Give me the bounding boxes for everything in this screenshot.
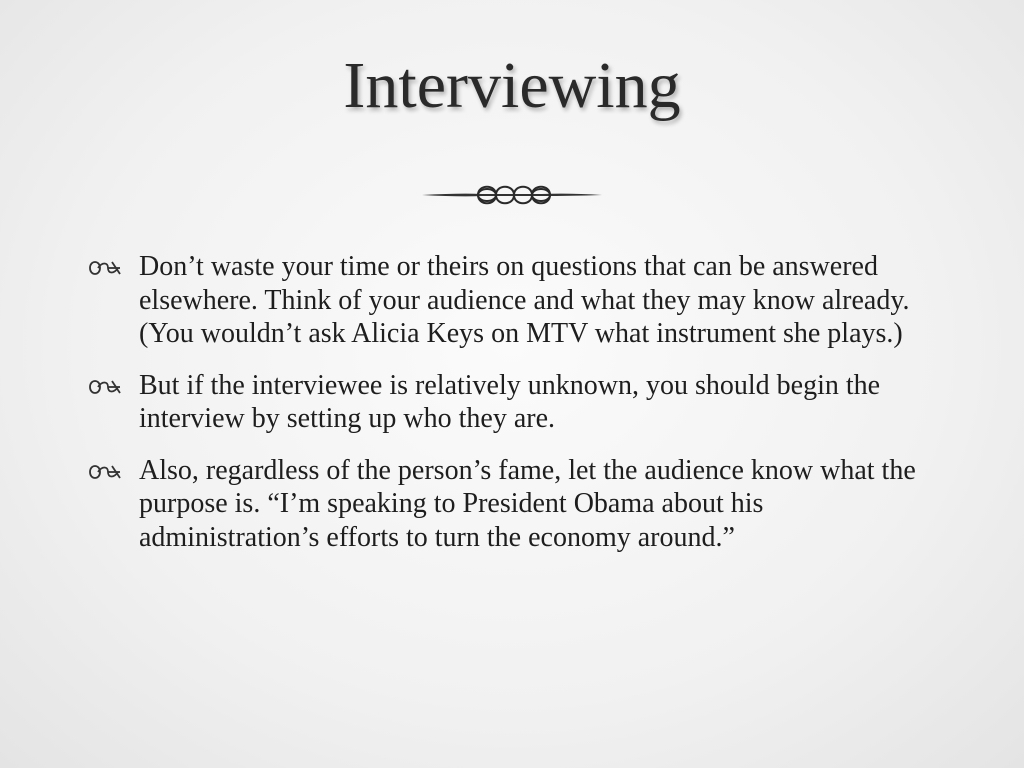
floral-bullet-icon: [88, 377, 122, 397]
scroll-divider-icon: [420, 178, 604, 212]
bullet-list: [88, 250, 948, 572]
bullet-text: Don’t waste your time or theirs on questions that can be answered elsewhere. Think of your audience and what they may know already. (You wouldn’t ask Alicia Keys on MTV what instrument she plays.): [139, 251, 910, 349]
bullet-text: But if the interviewee is relatively unknown, you should begin the interview by setting up who they are.: [139, 369, 881, 434]
floral-bullet-icon: [88, 462, 122, 482]
bullet-text: Also, regardless of the person’s fame, let the audience know what the purpose is. “I’m speaking to President Obama about his administration’s efforts to turn the economy around.”: [139, 454, 916, 553]
floral-bullet-icon: [88, 258, 122, 278]
list-item: [88, 454, 948, 555]
list-item: [88, 369, 948, 436]
list-item: [88, 250, 948, 351]
slide-title: Interviewing: [343, 49, 681, 122]
